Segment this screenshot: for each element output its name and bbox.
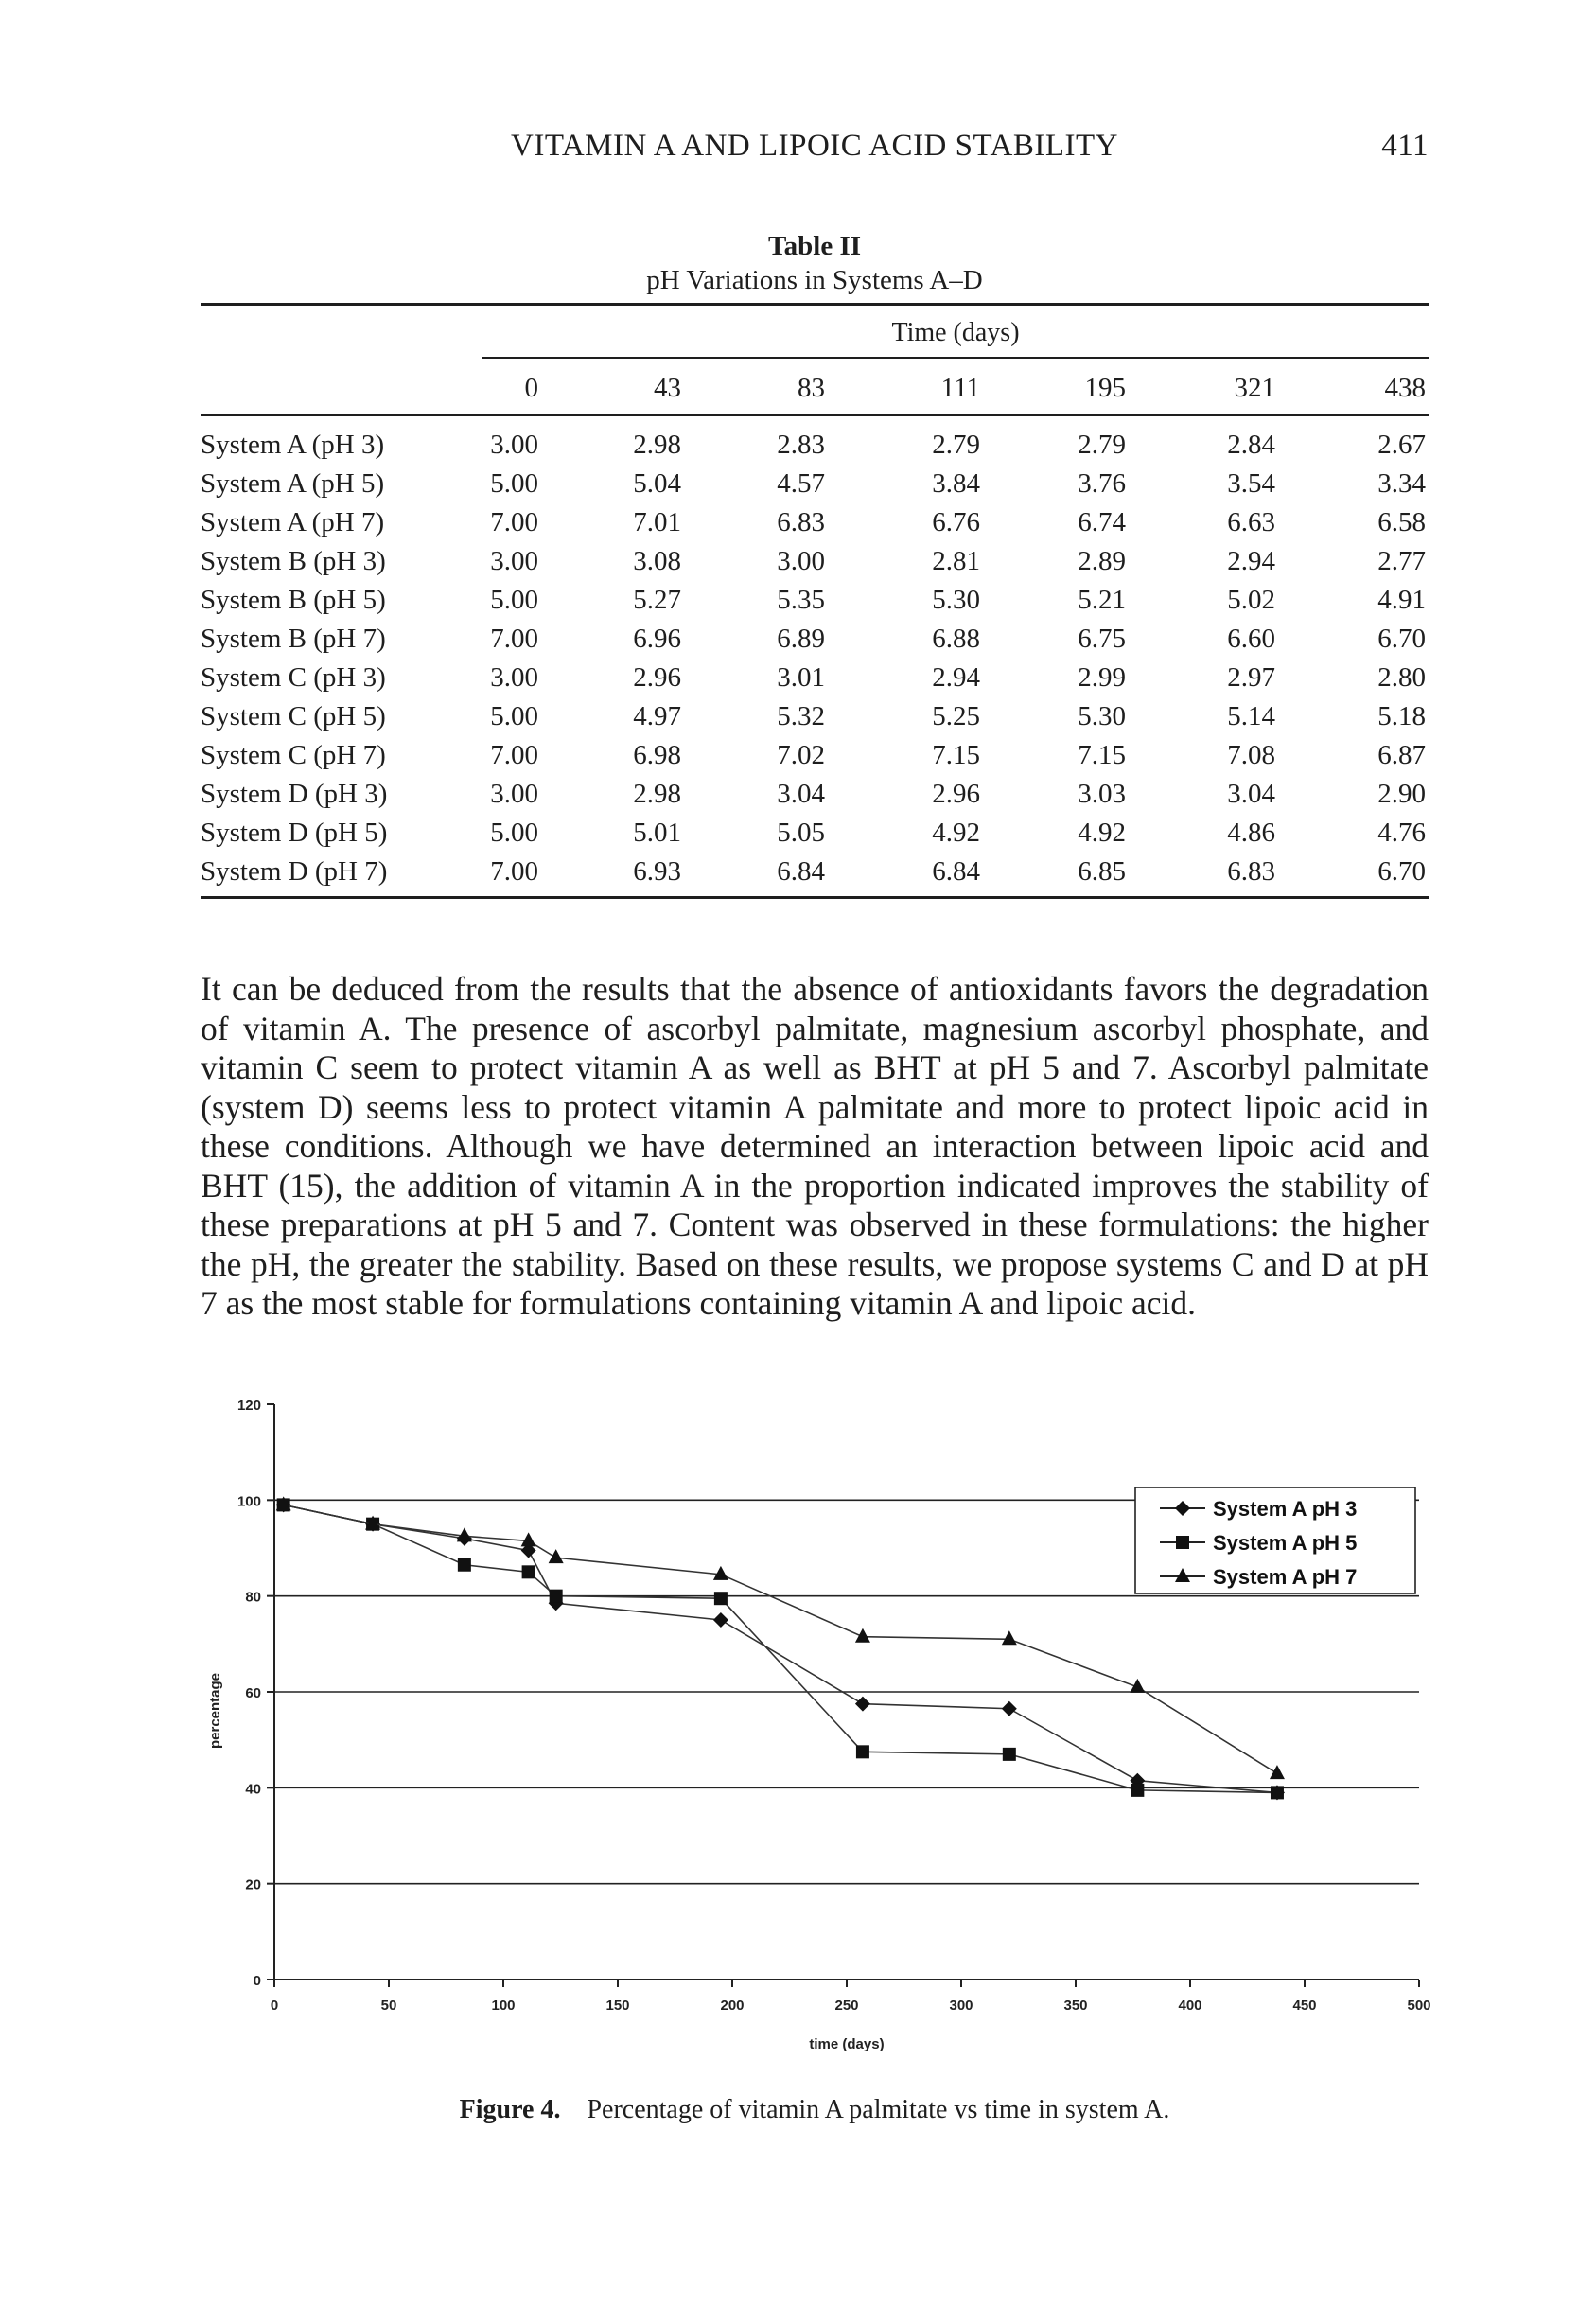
table-group-rule — [482, 357, 1429, 359]
column-header-4: 195 — [1084, 373, 1126, 403]
table-cell: 2.97 — [1227, 662, 1275, 693]
x-tick-label: 200 — [720, 1998, 745, 2014]
data-point-triangle — [1270, 1765, 1285, 1779]
table-cell: 6.70 — [1377, 856, 1426, 887]
table-cell: 6.74 — [1078, 507, 1126, 537]
data-point-square — [714, 1592, 728, 1605]
table-cell: 5.14 — [1227, 701, 1275, 731]
table-cell: 7.01 — [633, 507, 681, 537]
table-header-rule — [201, 414, 1429, 416]
table-cell: 2.98 — [633, 430, 681, 460]
table-cell: 5.00 — [490, 468, 538, 499]
table-cell: 2.99 — [1078, 662, 1126, 693]
table-cell: 7.15 — [1078, 740, 1126, 770]
table-cell: 7.08 — [1227, 740, 1275, 770]
table-cell: 2.98 — [633, 779, 681, 809]
table-cell: 6.89 — [777, 624, 825, 654]
x-tick-label: 250 — [834, 1998, 859, 2014]
data-point-square — [1003, 1748, 1016, 1761]
running-head — [201, 121, 1429, 178]
data-point-triangle — [549, 1549, 564, 1563]
y-tick-label: 80 — [245, 1589, 261, 1606]
figure-caption-text: Percentage of vitamin A palmitate vs time in system A. — [587, 2095, 1170, 2124]
y-tick-label: 60 — [245, 1685, 261, 1701]
y-axis-title: percentage — [207, 1672, 223, 1750]
figure-4-chart — [199, 1382, 1438, 2082]
x-tick-label: 500 — [1407, 1998, 1431, 2014]
data-point-square — [856, 1745, 869, 1758]
table-caption: pH Variations in Systems A–D — [646, 265, 983, 295]
data-point-diamond — [855, 1697, 870, 1712]
data-point-square — [550, 1590, 563, 1603]
table-cell: 5.04 — [633, 468, 681, 499]
table-cell: 5.21 — [1078, 585, 1126, 615]
table-cell: 5.01 — [633, 818, 681, 848]
column-header-5: 321 — [1234, 373, 1275, 403]
row-label: System A (pH 5) — [201, 468, 385, 499]
x-tick-label: 300 — [949, 1998, 973, 2014]
table-cell: 4.91 — [1377, 585, 1426, 615]
table-cell: 2.79 — [1078, 430, 1126, 460]
y-tick-label: 0 — [253, 1973, 261, 1989]
x-tick-label: 50 — [380, 1998, 397, 2014]
table-cell: 3.00 — [777, 546, 825, 576]
table-cell: 3.54 — [1227, 468, 1275, 499]
table-cell: 6.70 — [1377, 624, 1426, 654]
table-cell: 7.02 — [777, 740, 825, 770]
row-label: System D (pH 7) — [201, 856, 388, 887]
table-cell: 2.67 — [1377, 430, 1426, 460]
table-row — [201, 426, 1426, 465]
table-cell: 3.76 — [1078, 468, 1126, 499]
table-top-rule — [201, 303, 1429, 306]
x-tick-label: 150 — [605, 1998, 630, 2014]
table-cell: 3.00 — [490, 662, 538, 693]
table-row — [201, 659, 1426, 697]
table-cell: 5.32 — [777, 701, 825, 731]
series-line-3 — [284, 1505, 1277, 1773]
table-row — [201, 853, 1426, 891]
x-axis-title: time (days) — [809, 2036, 885, 2052]
x-tick-label: 450 — [1292, 1998, 1317, 2014]
table-cell: 2.83 — [777, 430, 825, 460]
table-cell: 6.98 — [633, 740, 681, 770]
table-cell: 6.96 — [633, 624, 681, 654]
row-label: System B (pH 7) — [201, 624, 386, 654]
column-header-0: 0 — [524, 373, 538, 403]
body-paragraph: It can be deduced from the results that the absence of antioxidants favors the degradation of vitamin A. The presence of ascorbyl palmitate, magnesium ascorbyl phosphate, and vitamin C seem to protect vitamin A as well as BHT at pH 5 and 7. Ascorbyl palmitate (system D) seems less to protect vitamin A palmitate and more to protect lipoic acid in these conditions. Although we have determined an interaction between lipoic acid and BHT (15), the addition of vitamin A in the proportion indicated improves the stability of these preparations at pH 5 and 7. Content was observed in these formulations: the higher the pH, the greater the stability. Based on these results, we propose systems C and D at pH 7 as the most stable for formulations containing vitamin A and lipoic acid. — [201, 970, 1429, 1322]
table-cell: 6.83 — [777, 507, 825, 537]
data-table — [201, 426, 1426, 891]
row-label: System D (pH 5) — [201, 818, 388, 848]
table-label: Table II — [767, 231, 862, 261]
series-line-2 — [284, 1505, 1277, 1792]
row-label: System D (pH 3) — [201, 779, 388, 809]
table-row — [201, 814, 1426, 853]
table-cell: 2.96 — [932, 779, 980, 809]
row-label: System C (pH 5) — [201, 701, 386, 731]
table-cell: 4.92 — [932, 818, 980, 848]
time-group-header: Time (days) — [891, 318, 1020, 347]
y-tick-label: 20 — [245, 1876, 261, 1893]
legend-label: System A pH 3 — [1213, 1497, 1358, 1521]
table-row — [201, 581, 1426, 620]
data-point-square — [1271, 1786, 1284, 1799]
table-cell: 6.85 — [1078, 856, 1126, 887]
table-cell: 5.02 — [1227, 585, 1275, 615]
legend-label: System A pH 7 — [1213, 1565, 1358, 1589]
table-cell: 6.87 — [1377, 740, 1426, 770]
table-row — [201, 542, 1426, 581]
table-cell: 3.03 — [1078, 779, 1126, 809]
table-cell: 5.00 — [490, 701, 538, 731]
table-cell: 7.15 — [932, 740, 980, 770]
x-tick-label: 0 — [270, 1998, 279, 2014]
table-row — [201, 620, 1426, 659]
table-cell: 2.94 — [932, 662, 980, 693]
y-tick-label: 120 — [237, 1398, 261, 1414]
legend-marker-square — [1176, 1536, 1189, 1549]
table-row — [201, 736, 1426, 775]
series-line-1 — [284, 1505, 1277, 1792]
column-header-6: 438 — [1384, 373, 1426, 403]
page-number: 411 — [1381, 129, 1429, 163]
table-cell: 5.25 — [932, 701, 980, 731]
table-row — [201, 465, 1426, 503]
table-cell: 6.93 — [633, 856, 681, 887]
table-cell: 2.90 — [1377, 779, 1426, 809]
x-tick-label: 350 — [1063, 1998, 1088, 2014]
table-cell: 6.60 — [1227, 624, 1275, 654]
data-point-triangle — [521, 1532, 536, 1546]
data-point-triangle — [855, 1628, 870, 1643]
column-header-2: 83 — [798, 373, 825, 403]
data-point-diamond — [1002, 1701, 1017, 1716]
table-cell: 4.76 — [1377, 818, 1426, 848]
table-row — [201, 697, 1426, 736]
table-cell: 5.00 — [490, 818, 538, 848]
data-point-diamond — [713, 1612, 728, 1628]
table-cell: 3.08 — [633, 546, 681, 576]
row-label: System C (pH 7) — [201, 740, 386, 770]
table-cell: 7.00 — [490, 624, 538, 654]
table-cell: 5.27 — [633, 585, 681, 615]
table-cell: 5.00 — [490, 585, 538, 615]
column-header-3: 111 — [940, 373, 980, 403]
table-cell: 4.86 — [1227, 818, 1275, 848]
column-header-1: 43 — [654, 373, 681, 403]
table-cell: 6.63 — [1227, 507, 1275, 537]
table-cell: 4.97 — [633, 701, 681, 731]
data-point-square — [522, 1565, 535, 1578]
row-label: System B (pH 3) — [201, 546, 386, 576]
figure-label: Figure 4. — [459, 2095, 561, 2124]
table-cell: 4.92 — [1078, 818, 1126, 848]
table-cell: 5.35 — [777, 585, 825, 615]
row-label: System A (pH 3) — [201, 430, 385, 460]
data-point-square — [458, 1558, 471, 1572]
table-cell: 3.01 — [777, 662, 825, 693]
table-cell: 4.57 — [777, 468, 825, 499]
table-cell: 3.84 — [932, 468, 980, 499]
table-cell: 7.00 — [490, 856, 538, 887]
row-label: System A (pH 7) — [201, 507, 385, 537]
table-cell: 2.80 — [1377, 662, 1426, 693]
table-cell: 2.81 — [932, 546, 980, 576]
table-cell: 3.00 — [490, 546, 538, 576]
table-row — [201, 503, 1426, 542]
data-point-triangle — [713, 1566, 728, 1580]
row-label: System C (pH 3) — [201, 662, 386, 693]
table-cell: 6.75 — [1078, 624, 1126, 654]
table-cell: 3.34 — [1377, 468, 1426, 499]
table-cell: 2.96 — [633, 662, 681, 693]
table-cell: 3.04 — [1227, 779, 1275, 809]
table-cell: 3.00 — [490, 779, 538, 809]
table-cell: 5.30 — [932, 585, 980, 615]
x-tick-label: 400 — [1178, 1998, 1202, 2014]
row-label: System B (pH 5) — [201, 585, 386, 615]
table-cell: 7.00 — [490, 740, 538, 770]
data-point-square — [1131, 1784, 1144, 1797]
table-cell: 3.04 — [777, 779, 825, 809]
running-title: VITAMIN A AND LIPOIC ACID STABILITY — [511, 129, 1118, 163]
table-cell: 2.84 — [1227, 430, 1275, 460]
table-cell: 6.84 — [777, 856, 825, 887]
data-point-triangle — [1002, 1630, 1017, 1645]
table-cell: 2.77 — [1377, 546, 1426, 576]
table-cell: 6.88 — [932, 624, 980, 654]
table-cell: 3.00 — [490, 430, 538, 460]
table-cell: 2.79 — [932, 430, 980, 460]
legend-label: System A pH 5 — [1213, 1531, 1358, 1555]
table-cell: 6.83 — [1227, 856, 1275, 887]
table-cell: 2.89 — [1078, 546, 1126, 576]
table-cell: 6.84 — [932, 856, 980, 887]
table-cell: 6.58 — [1377, 507, 1426, 537]
table-cell: 7.00 — [490, 507, 538, 537]
table-row — [201, 775, 1426, 814]
y-tick-label: 100 — [237, 1493, 261, 1510]
table-cell: 5.30 — [1078, 701, 1126, 731]
table-cell: 5.05 — [777, 818, 825, 848]
table-cell: 5.18 — [1377, 701, 1426, 731]
figure-caption — [201, 2095, 1429, 2125]
table-cell: 6.76 — [932, 507, 980, 537]
y-tick-label: 40 — [245, 1781, 261, 1798]
table-cell: 2.94 — [1227, 546, 1275, 576]
table-bottom-rule — [201, 896, 1429, 899]
x-tick-label: 100 — [491, 1998, 516, 2014]
